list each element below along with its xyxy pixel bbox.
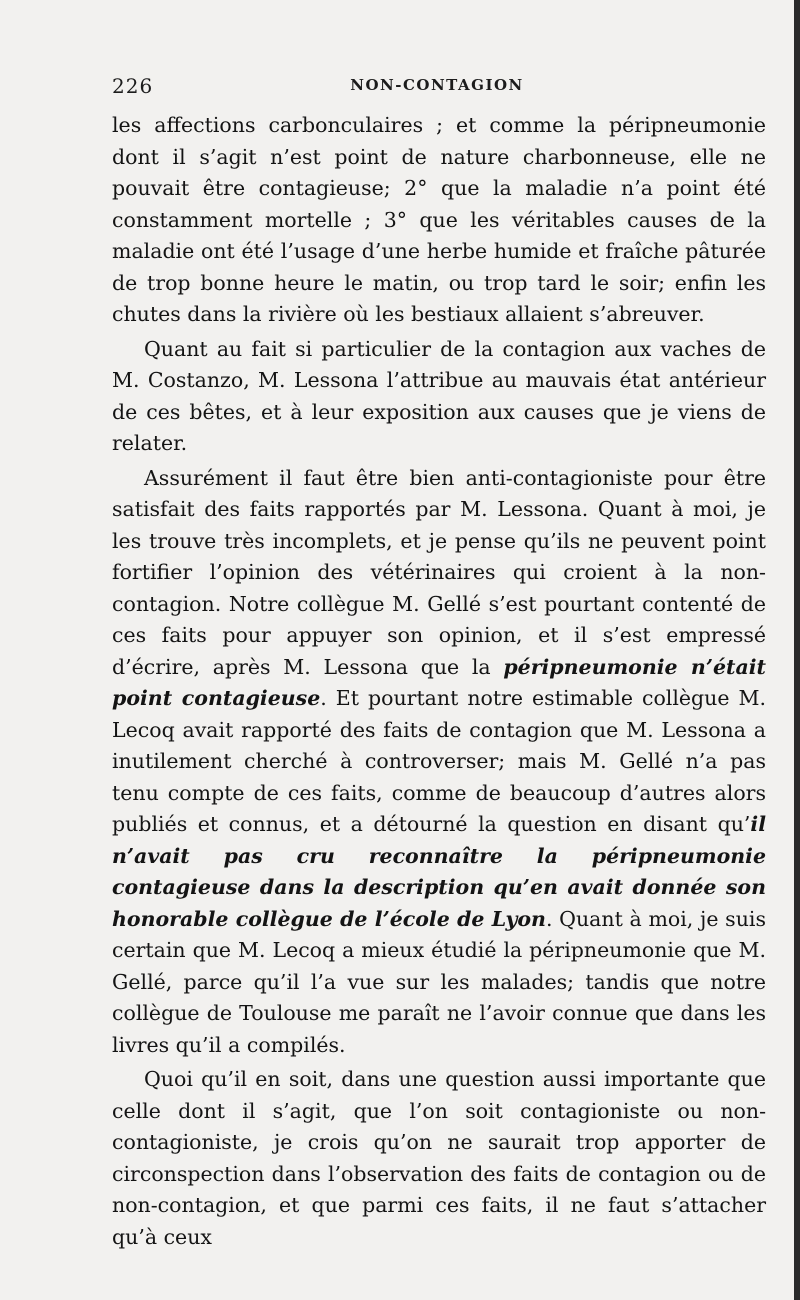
italic-text-run: péripneumonie n’était point contagieuse — [112, 654, 767, 710]
text-run: Assurément il faut être bien anti-contagioniste pour être satisfait des faits rapportés par M. Lessona. Quant à moi, je les trouve très incomplets, et je pense qu’ils ne peuvent point fortifier l’opinion des vétérinaires qui croient à la non-contagion. Notre collègue M. Gellé s’est pourtant contenté de ces faits pour appuyer son opinion, et il s’est empressé d’écrire, après M. Lessona que la — [112, 465, 766, 679]
page-header — [112, 74, 762, 98]
paragraph — [112, 334, 766, 460]
body-text — [112, 110, 766, 1253]
text-run: Quant au fait si particulier de la contagion aux vaches de M. Costanzo, M. Lessona l’attribue au mauvais état antérieur de ces bêtes, et à leur exposition aux causes que je viens de relater. — [112, 336, 766, 455]
text-run: les affections carbonculaires ; et comme la péripneumonie dont il s’agit n’est point de nature charbonneuse, elle ne pouvait être contagieuse; 2° que la maladie n’a point été constamment mortelle ; 3° que les véritables causes de la maladie ont été l’usage d’une herbe humide et fraîche pâturée de trop bonne heure le matin, ou trop tard le soir; enfin les chutes dans la rivière où les bestiaux allaient s’abreuver. — [112, 113, 766, 326]
paragraph — [112, 463, 766, 1062]
running-head: NON-CONTAGION — [350, 76, 524, 94]
paragraph — [112, 1064, 766, 1253]
text-run: . Quant à moi, je suis certain que M. Lecoq a mieux étudié la péripneumonie que M. Gellé, parce qu’il l’a vue sur les malades; tandis que notre collègue de Toulouse me paraît ne l’avoir connue que dans les livres qu’il a compilés. — [112, 906, 766, 1057]
italic-text-run: il n’avait pas cru reconnaître la péripneumonie contagieuse dans la description qu’en avait donnée son honorable collègue de l’école de Lyon — [112, 812, 766, 931]
paragraph — [112, 110, 766, 331]
text-run: . Et pourtant notre estimable collègue M. Lecoq avait rapporté des faits de contagion que M. Lessona a inutilement cherché à controverser; mais M. Gellé n’a pas tenu compte de ces faits, comme de beaucoup d’autres alors publiés et connus, et a détourné la question en disant qu’ — [112, 686, 766, 836]
page-number: 226 — [112, 74, 154, 98]
text-run: Quoi qu’il en soit, dans une question aussi importante que celle dont il s’agit, que l’on soit contagioniste ou non-contagioniste, je crois qu’on ne saurait trop apporter de circonspection dans l’observation des faits de contagion ou de non-contagion, et que parmi ces faits, il ne faut s’attacher qu’à ceux — [112, 1067, 766, 1249]
